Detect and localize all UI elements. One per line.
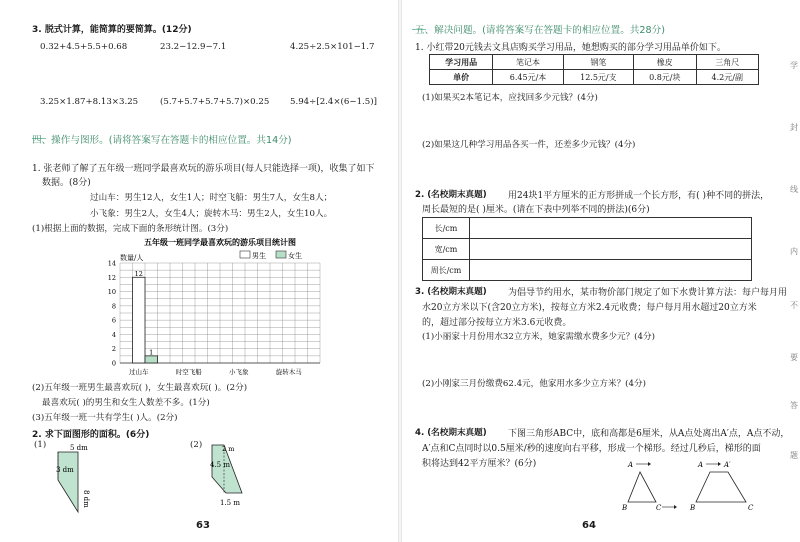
chart-title: 五年级一班同学最喜欢玩的游乐项目统计图	[144, 238, 296, 247]
label-B: B	[622, 504, 628, 512]
r-q3-tag: 3. (名校期末真题)	[415, 287, 487, 297]
r-q4-tag: 4. (名校期末真题)	[415, 428, 487, 438]
legend-swatch-girls	[276, 251, 286, 258]
label-C: C	[656, 504, 662, 512]
q3-title: 3. 脱式计算，能简算的要简算。(12分)	[32, 25, 192, 35]
fig2-dim-bottom: 1.5 m	[220, 499, 240, 507]
fig1-dim-left: 3 dm	[56, 466, 74, 474]
label-A2: A	[698, 461, 704, 469]
q1-sub-2b: 最喜欢玩( )的男生和女生人数差不多。(1分)	[42, 398, 210, 408]
r-q4-text-2: A′点和C点同时以0.5厘米/秒的速度向右平移，形成一个梯形。经过几秒后，梯形的面	[422, 444, 761, 454]
expr-3: 4.25÷2.5×101−1.7	[290, 42, 375, 52]
label-A: A	[628, 461, 634, 469]
y-tick-label: 2	[111, 345, 116, 354]
fig1-label: (1)	[34, 440, 47, 450]
side-char-1: 学	[790, 61, 798, 70]
expr-6: 5.94÷[2.4×(6−1.5)]	[290, 97, 377, 107]
price-header-triangle: 三角尺	[696, 55, 758, 70]
x-category-label: 小飞象	[229, 368, 249, 376]
r-q2-text-1: 用24块1平方厘米的正方形拼成一个长方形，有( )种不同的拼法，	[508, 191, 770, 201]
right-page	[402, 0, 800, 542]
q1-data-1: 过山车：男生12人，女生1人；时空飞船：男生7人，女生8人；	[90, 193, 333, 203]
legend-girls: 女生	[288, 252, 302, 260]
lw-table	[422, 217, 752, 281]
side-char-2: 封	[790, 123, 798, 132]
q1-text-1: 1. 张老师了解了五年级一班同学最喜欢玩的游乐项目(每人只能选择一项)，收集了如下	[32, 164, 375, 174]
side-char-5: 不	[790, 301, 798, 310]
x-category-label: 过山车	[129, 368, 149, 376]
bars	[133, 270, 158, 363]
row-perimeter: 周长/cm	[423, 260, 470, 281]
label-B2: B	[690, 504, 696, 512]
label-C2: C	[748, 504, 754, 512]
y-ticks	[108, 260, 116, 368]
r-q2-text-2: 周长最短的是( )厘米。(请在下表中列举不同的拼法)(6分)	[422, 205, 650, 215]
y-tick-label: 4	[111, 330, 116, 339]
side-char-8: 题	[790, 451, 798, 460]
x-categories	[129, 367, 302, 376]
expr-2: 23.2−12.9−7.1	[160, 42, 227, 52]
r-q1-sub-1: (1)如果买2本笔记本，应找回多少元钱？(4分)	[422, 93, 598, 103]
x-category-label: 旋转木马	[275, 368, 302, 376]
side-char-3: 线	[790, 185, 798, 194]
legend-boys: 男生	[252, 252, 266, 260]
price-notebook: 6.45元/本	[493, 70, 563, 85]
r-q3-sub-2: (2)小刚家三月份缴费62.4元，他家用水多少立方米？(4分)	[422, 379, 646, 389]
r-q1-text: 1. 小红带20元钱去文具店购买学习用品，她想购买的部分学习用品单价如下。	[415, 43, 726, 53]
side-char-7: 答	[790, 401, 798, 410]
bar-chart	[90, 233, 330, 377]
expr-4: 3.25×1.87+8.13×3.25	[40, 97, 139, 107]
bar-value-label: 1	[149, 348, 154, 357]
triangle-trapezoid-diagram	[618, 458, 768, 514]
left-page	[0, 0, 398, 542]
price-header-pen: 钢笔	[563, 55, 633, 70]
price-row-label: 单价	[430, 70, 493, 85]
fig2-dim-top: 2 m	[222, 445, 235, 453]
price-header-item: 学习用品	[430, 55, 493, 70]
q2-title: 2. 求下面图形的面积。(6分)	[32, 430, 150, 440]
fig2-dim-mid: 4.5 m	[210, 461, 230, 469]
page-number-right: 64	[582, 520, 596, 531]
price-eraser: 0.8元/块	[634, 70, 696, 85]
fig2-label: (2)	[190, 440, 203, 450]
r-q4-text-3: 积将达到42平方厘米？(6分)	[422, 459, 537, 469]
r-q3-text-3: 的，超过部分按每立方米3.6元收费。	[422, 318, 572, 328]
q1-data-2: 小飞象：男生2人，女生4人；旋转木马：男生2人，女生10人。	[90, 209, 333, 219]
figure-parallelogram	[40, 440, 130, 525]
price-header-eraser: 橡皮	[634, 55, 696, 70]
r-q3-text-2: 水20立方米以下(含20立方米)，按每立方米2.4元收费；每户每月用水超过20立方米	[422, 303, 757, 313]
r-q2-tag: 2. (名校期末真题)	[415, 190, 487, 200]
r-q3-text-1: 为倡导节约用水，某市物价部门规定了如下水费计算方法：每户每月用	[508, 288, 788, 298]
fig1-dim-right: 8 dm	[82, 490, 90, 508]
y-tick-label: 0	[111, 359, 116, 368]
legend-swatch-boys	[240, 251, 250, 258]
r-q1-sub-2: (2)如果这几种学习用品各买一件，还差多少元钱？(4分)	[422, 140, 636, 150]
side-char-4: 内	[790, 247, 798, 256]
r-q3-sub-1: (1)小丽家十月份用水32立方米，她家需缴水费多少元？(4分)	[422, 332, 655, 342]
label-A-prime: A′	[724, 461, 731, 469]
q1-sub-1: (1)根据上面的数据，完成下面的条形统计图。(3分)	[32, 224, 229, 234]
section-5-title: 五、解决问题。(请将答案写在答题卡的相应位置。共28分)	[415, 25, 665, 36]
row-width: 宽/cm	[423, 239, 470, 260]
x-category-label: 时空飞船	[175, 368, 202, 376]
fig1-dim-top: 5 dm	[70, 444, 88, 452]
bar-boys-0	[133, 277, 146, 363]
bar-girls-0	[145, 356, 158, 363]
price-pen: 12.5元/支	[563, 70, 633, 85]
y-tick-label: 14	[107, 259, 116, 268]
section-4-title: 四、操作与图形。(请将答案写在答题卡的相应位置。共14分)	[32, 135, 292, 146]
expr-1: 0.32+4.5+5.5+0.68	[40, 42, 128, 52]
q1-text-2: 数据。(8分)	[42, 178, 91, 188]
expr-5: (5.7+5.7+5.7+5.7)×0.25	[160, 97, 270, 107]
figure-trapezoid	[200, 437, 280, 517]
y-tick-label: 8	[111, 302, 116, 311]
chart-ylabel: 数量/人	[120, 254, 144, 262]
price-table	[429, 54, 759, 85]
price-header-notebook: 笔记本	[493, 55, 563, 70]
r-q4-text-1: 下图三角形ABC中，底和高都是6厘米，从A点处离出A′点，A点不动，	[508, 429, 790, 439]
q1-sub-2: (2)五年级一班男生最喜欢玩( )，女生最喜欢玩( )。(2分)	[32, 383, 248, 393]
price-triangle: 4.2元/副	[696, 70, 758, 85]
q1-sub-3: (3)五年级一班一共有学生( )人。(2分)	[32, 413, 178, 423]
y-tick-label: 12	[107, 273, 116, 282]
side-char-6: 要	[790, 353, 798, 362]
row-length: 长/cm	[423, 218, 470, 239]
page-number-left: 63	[196, 520, 210, 531]
y-tick-label: 6	[111, 316, 116, 325]
y-tick-label: 10	[107, 288, 116, 297]
bar-value-label: 12	[134, 269, 143, 278]
